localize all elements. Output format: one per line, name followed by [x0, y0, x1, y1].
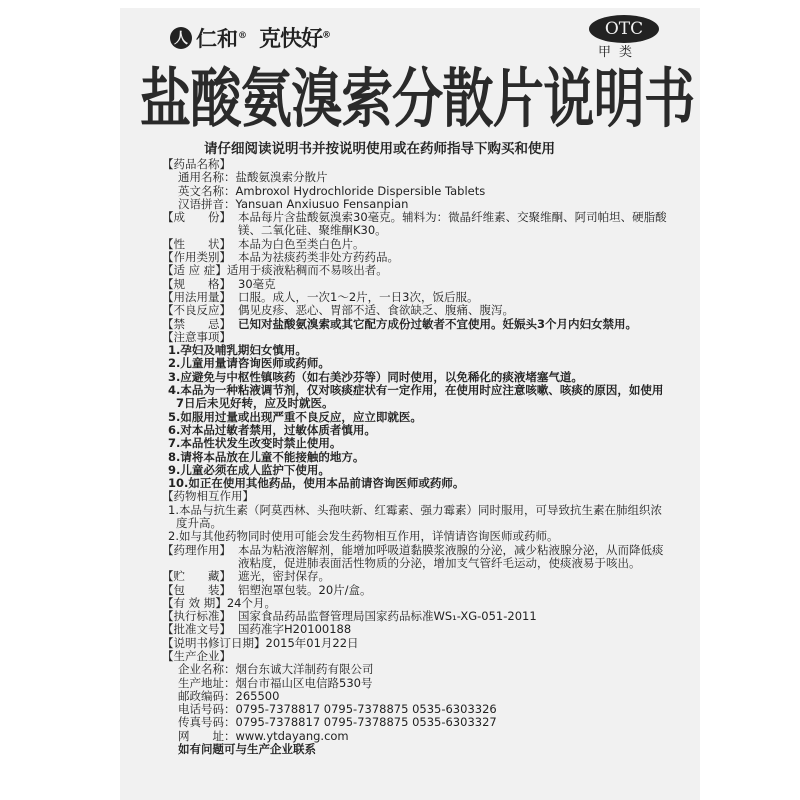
field-label: 【 不良反应 】 — [168, 304, 238, 317]
precaution-item: 2.儿童用量请咨询医师或药师。 — [168, 356, 330, 371]
precaution-item: 9.儿童必须在成人监护下使用。 — [168, 462, 330, 477]
field-value: 30毫克 — [238, 276, 276, 291]
info-value: 烟台东诚大洋制药有限公司 — [235, 662, 374, 677]
field-value: 国药准字H20100188 — [238, 622, 352, 637]
precaution-item: 7.本品性状发生改变时禁止使用。 — [168, 436, 342, 451]
info-row — [168, 703, 668, 716]
field-label: 【 贮 藏 】 — [168, 570, 238, 583]
info-row — [168, 730, 668, 743]
info-value: 0795-7378817 0795-7378875 0535-6303326 — [235, 702, 497, 717]
field-row — [168, 637, 668, 650]
field-value: 适用于痰液粘稠而不易咳出者。 — [226, 263, 388, 278]
field-value: 遮光，密封保存。 — [238, 569, 330, 584]
field-row — [168, 264, 668, 277]
section-heading: 【 生产企业 】 — [168, 650, 668, 663]
field-value: 2015年01月22日 — [265, 635, 359, 650]
info-value: 盐酸氨溴索分散片 — [235, 170, 328, 185]
field-row — [168, 584, 668, 597]
section-heading: 【 药物相互作用 】 — [168, 490, 668, 503]
info-row — [168, 716, 668, 729]
precaution-item: 3.应避免与中枢性镇咳药（如右美沙芬等）同时使用，以免稀化的痰液堵塞气道。 — [168, 369, 583, 384]
info-label: 传真号码： — [178, 715, 236, 730]
field-value: 口服。成人，一次1～2片，一日3次，饭后服。 — [238, 289, 479, 304]
field-label: 【 执行标准 】 — [168, 610, 238, 623]
field-row — [168, 291, 668, 304]
info-label: 汉语拼音： — [178, 196, 236, 211]
field-label: 【 有 效 期 】 — [168, 597, 227, 610]
brand-renhe: 仁和® — [196, 25, 247, 51]
brand-kekuaihao: 克快好® — [259, 27, 331, 52]
field-label: 【 包 装 】 — [168, 584, 238, 597]
field-label: 【 禁 忌 】 — [168, 318, 238, 331]
field-label: 【 作用类别 】 — [168, 251, 238, 264]
precaution-item: 5.如服用过量或出现严重不良反应，应立即就医。 — [168, 409, 422, 424]
field-label: 【 适 应 症 】 — [168, 264, 227, 277]
page-title: 盐酸氨溴索分散片说明书 — [140, 63, 695, 137]
field-value: 本品为祛痰药类非处方药药品。 — [238, 250, 399, 265]
info-value: 265500 — [235, 688, 280, 703]
field-value: 偶见皮疹、恶心、胃部不适、食欲缺乏、腹痛、腹泻。 — [238, 303, 514, 318]
field-row — [168, 238, 668, 251]
renhe-logo-icon: 人 — [170, 27, 192, 49]
subtitle: 请仔细阅读说明书并按说明使用或在药师指导下购买和使用 — [204, 141, 555, 157]
info-row — [168, 663, 668, 676]
otc-class: 甲类 — [598, 45, 641, 60]
field-label: 【 性 状 】 — [168, 238, 238, 251]
field-row — [168, 251, 668, 264]
info-value: 0795-7378817 0795-7378875 0535-6303327 — [235, 715, 497, 730]
field-row — [168, 610, 668, 623]
contact-note: 如有问题可与生产企业联系 — [178, 742, 316, 757]
field-value: 本品为粘液溶解剂，能增加呼吸道黏膜浆液腺的分泌，减少粘液腺分泌，从而降低痰液粘度，促进肺表面活性物质的分泌，增加支气管纤毛运动，使痰液易于咳出。 — [238, 542, 664, 570]
field-label: 【 成 份 】 — [168, 211, 238, 238]
info-row — [168, 185, 668, 198]
field-value: 24个月。 — [226, 595, 276, 610]
field-row — [168, 544, 668, 571]
field-value: 本品为白色至类白色片。 — [238, 236, 365, 251]
info-label: 英文名称： — [178, 183, 236, 198]
field-row — [168, 278, 668, 291]
field-row — [168, 570, 668, 583]
field-row — [168, 211, 668, 238]
section-heading: 【 注意事项 】 — [168, 331, 668, 344]
field-value: 国家食品药品监督管理局国家药品标准WS₁-XG-051-2011 — [238, 609, 537, 624]
info-label: 生产地址： — [178, 675, 236, 690]
info-label: 企业名称： — [178, 662, 236, 677]
field-label: 【 说明书修订日期 】 — [168, 637, 266, 650]
info-row — [168, 690, 668, 703]
info-row — [168, 677, 668, 690]
interaction-item: 2.如与其他药物同时使用可能会发生药物相互作用，详情请咨询医师或药师。 — [168, 529, 559, 544]
info-value: Ambroxol Hydrochloride Dispersible Tablets — [235, 183, 486, 198]
info-value: www.ytdayang.com — [235, 728, 349, 743]
interaction-item: 1.本品与抗生素（阿莫西林、头孢呋新、红霉素、强力霉素）同时服用，可导致抗生素在肺组织浓度升高。 — [168, 502, 662, 531]
field-label: 【 用法用量 】 — [168, 291, 238, 304]
info-label: 网 址： — [178, 728, 236, 743]
info-value: Yansuan Anxiusuo Fensanpian — [235, 196, 409, 211]
field-value: 铝塑泡罩包装。20片/盒。 — [238, 582, 372, 597]
brand-logo — [170, 22, 330, 53]
precaution-item: 4.本品为一种粘液调节剂，仅对咳痰症状有一定作用，在使用时应注意咳嗽、咳痰的原因，如使用7日后未见好转，应及时就医。 — [168, 383, 664, 411]
field-label: 【 批准文号 】 — [168, 623, 238, 636]
leaflet-content — [168, 158, 668, 756]
field-row — [168, 623, 668, 636]
info-label: 邮政编码： — [178, 688, 236, 703]
field-label: 【 药理作用 】 — [168, 544, 238, 571]
info-label: 通用名称： — [178, 170, 236, 185]
otc-badge: OTC — [589, 15, 659, 43]
precaution-item: 6.对本品过敏者禁用，过敏体质者慎用。 — [168, 422, 376, 437]
field-row — [168, 304, 668, 317]
section-heading: 【 药品名称 】 — [168, 158, 668, 171]
info-label: 电话号码： — [178, 702, 236, 717]
field-row — [168, 597, 668, 610]
info-row — [168, 198, 668, 211]
info-row — [168, 171, 668, 184]
info-value: 烟台市福山区电信路530号 — [235, 675, 373, 690]
field-label: 【 规 格 】 — [168, 278, 238, 291]
precaution-item: 1.孕妇及哺乳期妇女慎用。 — [168, 343, 307, 358]
precaution-item: 10.如正在使用其他药品，使用本品前请咨询医师或药师。 — [168, 476, 465, 491]
field-value: 已知对盐酸氨溴索或其它配方成份过敏者不宜使用。妊娠头3个月内妇女禁用。 — [238, 316, 637, 331]
field-value: 本品每片含盐酸氨溴索30毫克。辅料为：微晶纤维素、交聚维酮、阿司帕坦、硬脂酸镁、二氧化硅、聚维酮K30。 — [238, 210, 667, 238]
field-row — [168, 318, 668, 331]
precaution-item: 8.请将本品放在儿童不能接触的地方。 — [168, 449, 365, 464]
